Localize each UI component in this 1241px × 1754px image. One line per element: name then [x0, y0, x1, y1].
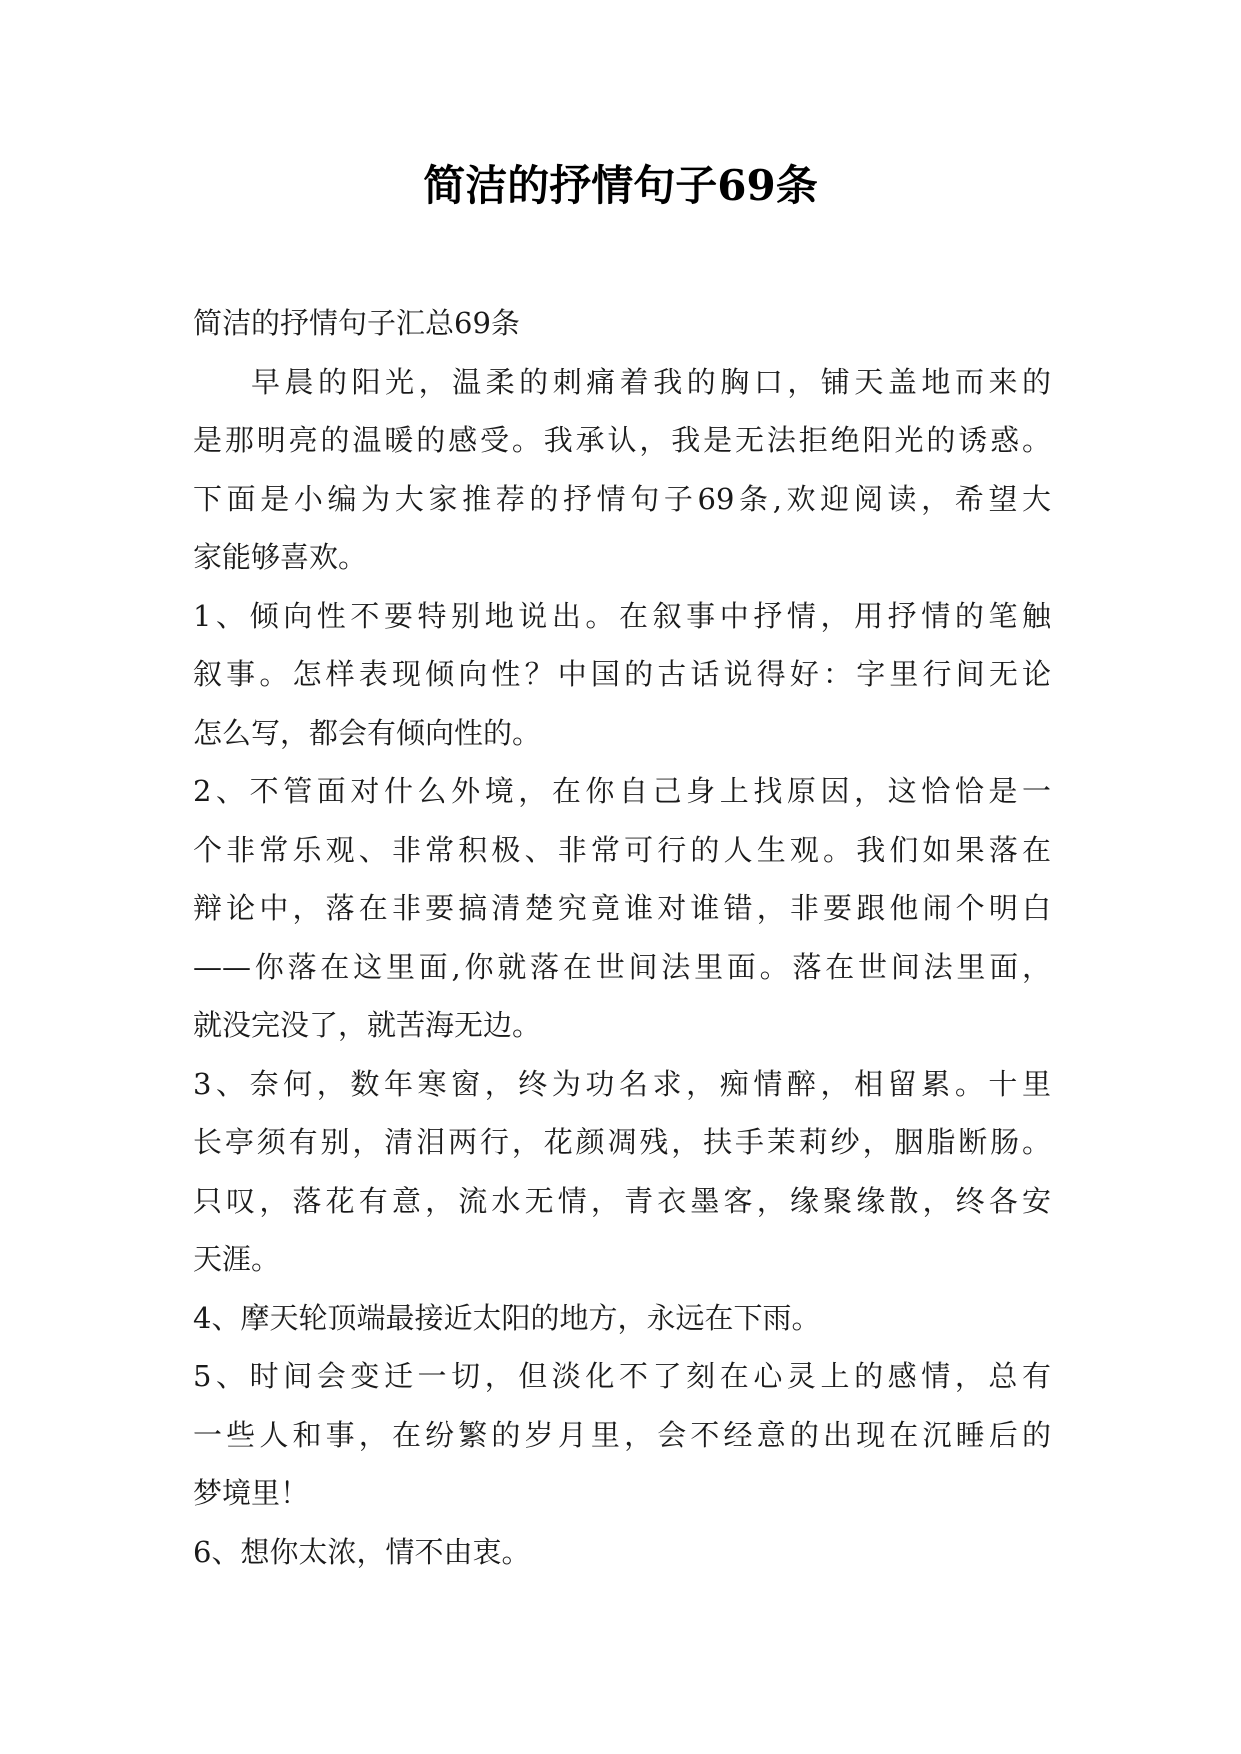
text-line: 就没完没了，就苦海无边。 — [193, 1008, 542, 1042]
document-body — [193, 294, 1051, 1581]
text-line: 个非常乐观、非常积极、非常可行的人生观。我们如果落在 — [193, 832, 1051, 867]
text-line: 一些人和事，在纷繁的岁月里，会不经意的出现在沉睡后的 — [193, 1417, 1051, 1452]
text-line: 梦境里！ — [193, 1476, 310, 1510]
document-title: 简洁的抒情句子69条 — [423, 161, 818, 210]
text-line: 天涯。 — [193, 1242, 281, 1276]
text-line: 家能够喜欢。 — [193, 540, 368, 574]
text-line: 只叹，落花有意，流水无情，青衣墨客，缘聚缘散，终各安 — [193, 1183, 1051, 1218]
text-line: 简洁的抒情句子汇总69条 — [193, 306, 520, 340]
text-line: 是那明亮的温暖的感受。我承认，我是无法拒绝阳光的诱惑。 — [193, 423, 1051, 457]
text-line: 3、奈何，数年寒窗，终为功名求，痴情醉，相留累。十里 — [193, 1066, 1051, 1101]
text-line: 1、倾向性不要特别地说出。在叙事中抒情，用抒情的笔触 — [193, 598, 1051, 633]
text-line: 早晨的阳光，温柔的刺痛着我的胸口，铺天盖地而来的 — [251, 364, 1051, 399]
text-line: 怎么写，都会有倾向性的。 — [193, 715, 542, 750]
text-line: 辩论中，落在非要搞清楚究竟谁对谁错，非要跟他闹个明白 — [193, 891, 1051, 925]
text-line: 5、时间会变迁一切，但淡化不了刻在心灵上的感情，总有 — [193, 1359, 1051, 1393]
text-line: 长亭须有别，清泪两行，花颜凋残，扶手茉莉纱，胭脂断肠。 — [193, 1125, 1051, 1159]
text-line: ——你落在这里面,你就落在世间法里面。落在世间法里面， — [193, 949, 1051, 984]
text-line: 6、想你太浓，情不由衷。 — [193, 1534, 531, 1569]
text-line: 2、不管面对什么外境，在你自己身上找原因，这恰恰是一 — [193, 774, 1051, 808]
text-line: 4、摩天轮顶端最接近太阳的地方，永远在下雨。 — [193, 1300, 821, 1335]
text-line: 下面是小编为大家推荐的抒情句子69条,欢迎阅读，希望大 — [193, 481, 1051, 516]
text-line: 叙事。怎样表现倾向性？中国的古话说得好：字里行间无论 — [193, 657, 1051, 691]
